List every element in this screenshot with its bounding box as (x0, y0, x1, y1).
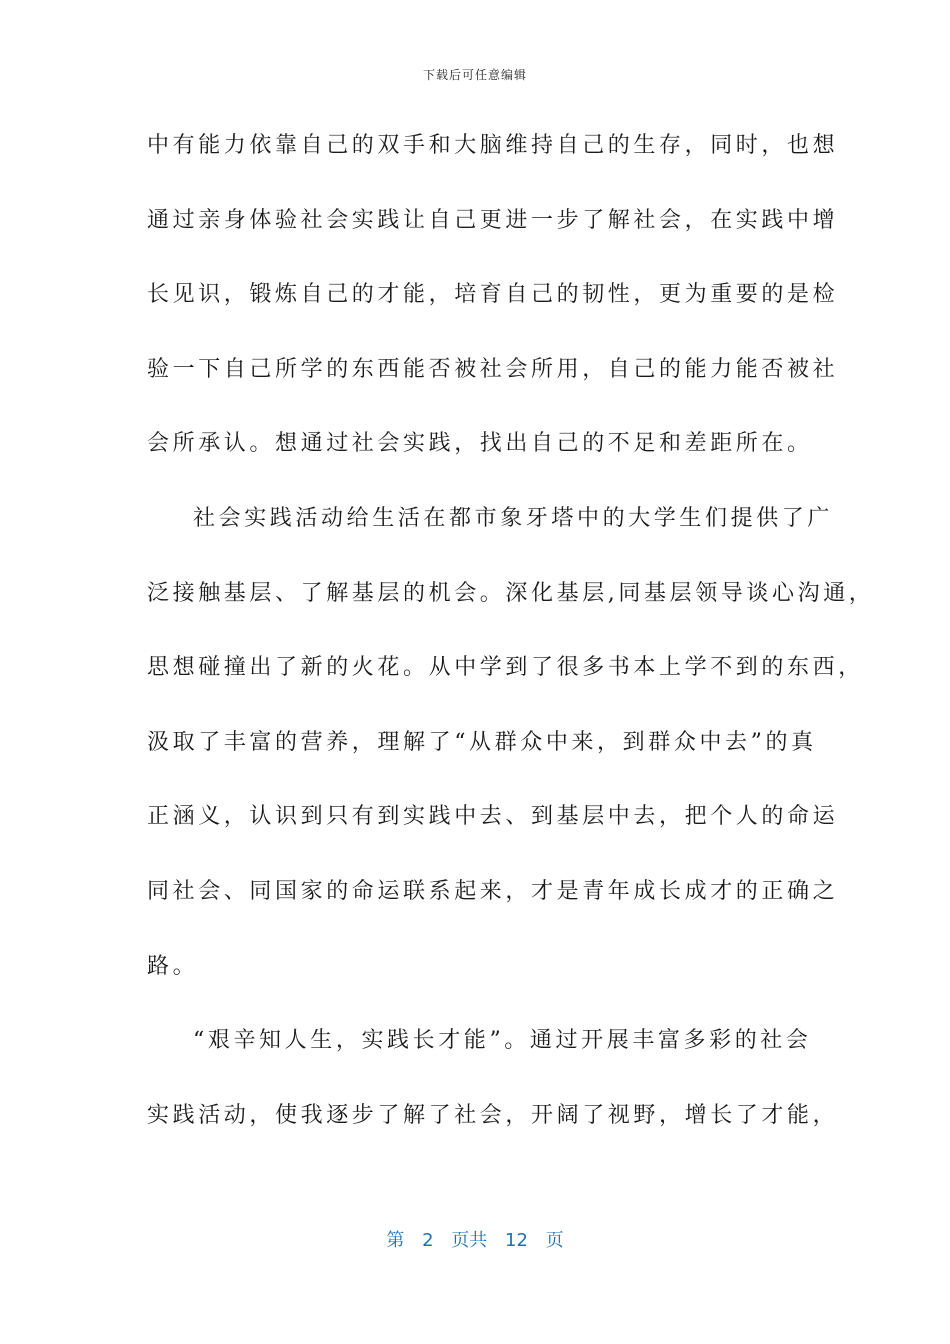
text-line: 验一下自己所学的东西能否被社会所用，自己的能力能否被社 (147, 356, 839, 382)
paragraph-start-line: “艰辛知人生，实践长才能”。通过开展丰富多彩的社会 (193, 1028, 812, 1054)
text-line: 同社会、同国家的命运联系起来，才是青年成长成才的正确之 (147, 878, 839, 904)
document-body (147, 128, 875, 1172)
footer-middle: 页共 (451, 1230, 488, 1251)
footer-suffix: 页 (545, 1230, 564, 1251)
footer-prefix: 第 (386, 1230, 405, 1251)
text-line: 路。 (147, 953, 199, 979)
total-pages-number: 12 (505, 1230, 528, 1251)
page-footer (0, 1226, 950, 1252)
text-line: 通过亲身体验社会实践让自己更进一步了解社会，在实践中增 (147, 207, 839, 233)
text-line: 正涵义，认识到只有到实践中去、到基层中去，把个人的命运 (147, 804, 839, 830)
text-line: 泛接触基层、了解基层的机会。深化基层,同基层领导谈心沟通， (147, 580, 875, 606)
text-line: 会所承认。想通过社会实践，找出自己的不足和差距所在。 (147, 431, 813, 457)
text-line: 汲取了丰富的营养，理解了“从群众中来，到群众中去”的真 (147, 729, 817, 755)
text-line: 中有能力依靠自己的双手和大脑维持自己的生存，同时，也想 (147, 133, 839, 158)
current-page-number: 2 (422, 1230, 434, 1251)
text-line: 实践活动，使我逐步了解了社会，开阔了视野，增长了才能， (147, 1102, 839, 1128)
text-line: 长见识，锻炼自己的才能，培育自己的韧性，更为重要的是检 (147, 282, 839, 308)
paragraph-start-line: 社会实践活动给生活在都市象牙塔中的大学生们提供了广 (193, 505, 834, 531)
page-header: 下载后可任意编辑 (422, 68, 527, 82)
text-line: 思想碰撞出了新的火花。从中学到了很多书本上学不到的东西， (147, 655, 864, 681)
